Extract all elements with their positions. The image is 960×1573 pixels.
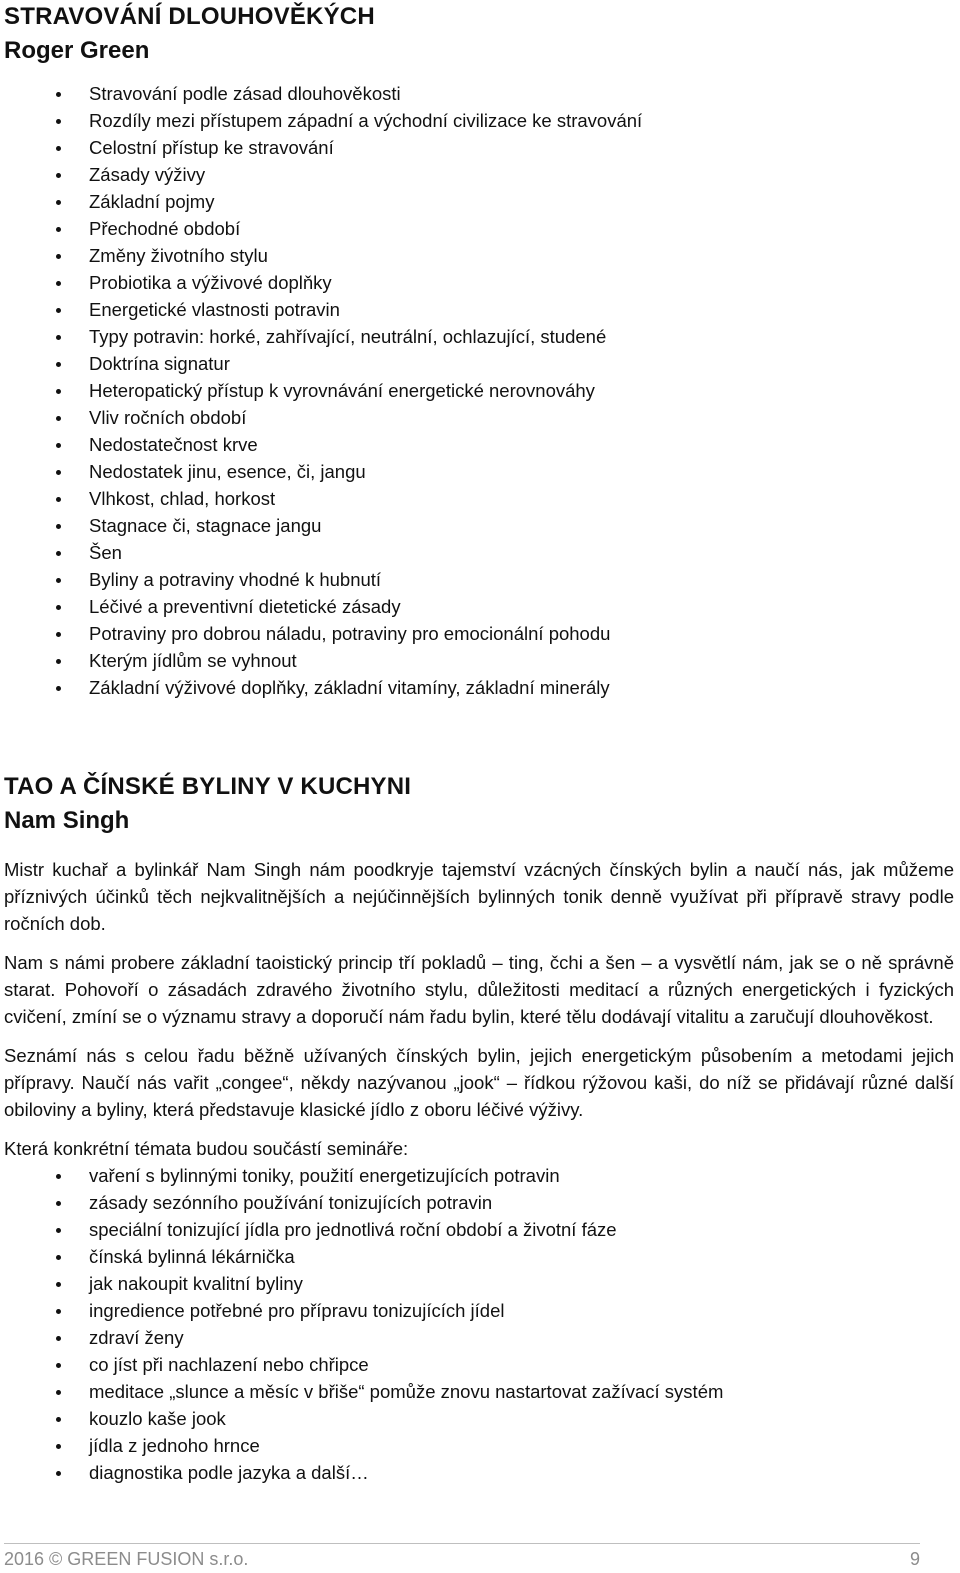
bullet-icon — [56, 335, 61, 340]
list-item — [4, 674, 954, 701]
bullet-icon — [56, 1201, 61, 1206]
list-item — [4, 323, 954, 350]
list-item-text: Potraviny pro dobrou náladu, potraviny pro emocionální pohodu — [89, 623, 611, 644]
list-item — [4, 566, 954, 593]
paragraph: Mistr kuchař a bylinkář Nam Singh nám poodkryje tajemství vzácných čínských bylin a naučí nás, jak můžeme příznivých účinků těch nejkvalitnějších a nejúčinnějších bylinných tonik denně využívat při přípravě stravy podle ročních dob. — [4, 859, 954, 934]
list-item — [4, 350, 954, 377]
bullet-icon — [56, 1228, 61, 1233]
bullet-icon — [56, 1390, 61, 1395]
list-item — [4, 458, 954, 485]
list-item — [4, 107, 954, 134]
list-item-text: Léčivé a preventivní dietetické zásady — [89, 596, 401, 617]
list-item-text: Přechodné období — [89, 218, 241, 239]
list-item — [4, 539, 954, 566]
bullet-icon — [56, 578, 61, 583]
list-item — [4, 1432, 954, 1459]
list-item — [4, 512, 954, 539]
section-title: TAO A ČÍNSKÉ BYLINY V KUCHYNI — [4, 773, 412, 800]
list-item-text: kouzlo kaše jook — [89, 1408, 226, 1429]
list-item-text: Stravování podle zásad dlouhověkosti — [89, 83, 401, 104]
bullet-icon — [56, 146, 61, 151]
list-item — [4, 1351, 954, 1378]
list-item-text: zdraví ženy — [89, 1327, 184, 1348]
list-item — [4, 485, 954, 512]
topic-list — [4, 80, 954, 701]
list-item — [4, 215, 954, 242]
bullet-icon — [56, 551, 61, 556]
bullet-icon — [56, 119, 61, 124]
list-item — [4, 1162, 954, 1189]
list-item-text: Typy potravin: horké, zahřívající, neutrální, ochlazující, studené — [89, 326, 607, 347]
section-author: Nam Singh — [4, 807, 130, 834]
list-item-text: Šen — [89, 542, 122, 563]
paragraph: Seznámí nás s celou řadu běžně užívaných čínských bylin, jejich energetickým působením a metodami jejich přípravy. Naučí nás vařit „congee“, někdy nazývanou „jook“ – řídkou rýžovou kaši, do níž se přidávají různé další obiloviny a byliny, která představuje klasické jídlo z oboru léčivé výživy. — [4, 1045, 954, 1120]
bullet-icon — [56, 389, 61, 394]
list-item-text: Vlhkost, chlad, horkost — [89, 488, 276, 509]
bullet-icon — [56, 254, 61, 259]
bullet-icon — [56, 1363, 61, 1368]
list-item — [4, 404, 954, 431]
bullet-icon — [56, 416, 61, 421]
page-footer — [4, 1543, 920, 1573]
section-title: STRAVOVÁNÍ DLOUHOVĚKÝCH — [4, 3, 375, 30]
topics-lead: Která konkrétní témata budou součástí semináře: — [4, 1138, 409, 1159]
list-item-text: Probiotika a výživové doplňky — [89, 272, 332, 293]
bullet-icon — [56, 1471, 61, 1476]
list-item — [4, 1270, 954, 1297]
list-item-text: Základní pojmy — [89, 191, 215, 212]
bullet-icon — [56, 659, 61, 664]
list-item-text: Nedostatečnost krve — [89, 434, 258, 455]
list-item — [4, 1405, 954, 1432]
list-item — [4, 1459, 954, 1486]
list-item — [4, 188, 954, 215]
section-tao-herbs — [4, 770, 954, 1486]
list-item — [4, 593, 954, 620]
list-item — [4, 620, 954, 647]
list-item — [4, 80, 954, 107]
bullet-icon — [56, 1417, 61, 1422]
list-item-text: vaření s bylinnými toniky, použití energetizujících potravin — [89, 1165, 560, 1186]
list-item-text: Nedostatek jinu, esence, či, jangu — [89, 461, 366, 482]
section-longevity-diet — [4, 0, 954, 701]
list-item-text: diagnostika podle jazyka a další… — [89, 1462, 369, 1483]
bullet-icon — [56, 362, 61, 367]
list-item-text: Kterým jídlům se vyhnout — [89, 650, 297, 671]
list-item — [4, 1189, 954, 1216]
list-item-text: Byliny a potraviny vhodné k hubnutí — [89, 569, 382, 590]
list-item-text: Základní výživové doplňky, základní vitamíny, základní minerály — [89, 677, 610, 698]
list-item-text: čínská bylinná lékárnička — [89, 1246, 295, 1267]
bullet-icon — [56, 173, 61, 178]
list-item-text: speciální tonizující jídla pro jednotlivá roční období a životní fáze — [89, 1219, 617, 1240]
bullet-icon — [56, 443, 61, 448]
bullet-icon — [56, 470, 61, 475]
list-item-text: Celostní přístup ke stravování — [89, 137, 334, 158]
bullet-icon — [56, 632, 61, 637]
list-item-text: Stagnace či, stagnace jangu — [89, 515, 322, 536]
list-item — [4, 1216, 954, 1243]
list-item-text: Energetické vlastnosti potravin — [89, 299, 340, 320]
list-item — [4, 242, 954, 269]
list-item — [4, 647, 954, 674]
page-number: 9 — [909, 1549, 920, 1569]
bullet-icon — [56, 1255, 61, 1260]
list-item — [4, 269, 954, 296]
bullet-icon — [56, 227, 61, 232]
list-item-text: jídla z jednoho hrnce — [89, 1435, 260, 1456]
list-item-text: Změny životního stylu — [89, 245, 268, 266]
seminar-topic-list — [4, 1162, 954, 1486]
list-item-text: ingredience potřebné pro přípravu tonizujících jídel — [89, 1300, 505, 1321]
list-item-text: Zásady výživy — [89, 164, 206, 185]
list-item — [4, 431, 954, 458]
list-item — [4, 161, 954, 188]
list-item-text: Heteropatický přístup k vyrovnávání energetické nerovnováhy — [89, 380, 595, 401]
list-item — [4, 1324, 954, 1351]
list-item — [4, 377, 954, 404]
paragraph: Nam s námi probere základní taoistický princip tří pokladů – ting, čchi a šen – a vysvětlí nám, jak se o ně správně starat. Pohovoří o zásadách zdravého životního stylu, důležitosti meditací a různých energetických i fyzických cvičení, zmíní se o významu stravy a doporučí nám řadu bylin, které tělu dodávají vitalitu a zaručují dlouhověkost. — [4, 952, 954, 1027]
list-item-text: Rozdíly mezi přístupem západní a východní civilizace ke stravování — [89, 110, 643, 131]
bullet-icon — [56, 1174, 61, 1179]
bullet-icon — [56, 605, 61, 610]
list-item — [4, 1378, 954, 1405]
list-item-text: Doktrína signatur — [89, 353, 230, 374]
list-item-text: co jíst při nachlazení nebo chřipce — [89, 1354, 369, 1375]
bullet-icon — [56, 524, 61, 529]
bullet-icon — [56, 92, 61, 97]
bullet-icon — [56, 308, 61, 313]
list-item — [4, 1297, 954, 1324]
list-item — [4, 296, 954, 323]
list-item-text: meditace „slunce a měsíc v břiše“ pomůže znovu nastartovat zažívací systém — [89, 1381, 724, 1402]
bullet-icon — [56, 1444, 61, 1449]
bullet-icon — [56, 497, 61, 502]
bullet-icon — [56, 686, 61, 691]
bullet-icon — [56, 1282, 61, 1287]
section-author: Roger Green — [4, 37, 150, 64]
list-item — [4, 134, 954, 161]
bullet-icon — [56, 281, 61, 286]
list-item-text: zásady sezónního používání tonizujících potravin — [89, 1192, 493, 1213]
footer-copyright: 2016 © GREEN FUSION s.r.o. — [4, 1549, 249, 1569]
bullet-icon — [56, 1336, 61, 1341]
list-item-text: Vliv ročních období — [89, 407, 247, 428]
bullet-icon — [56, 200, 61, 205]
list-item-text: jak nakoupit kvalitní byliny — [89, 1273, 303, 1294]
bullet-icon — [56, 1309, 61, 1314]
list-item — [4, 1243, 954, 1270]
